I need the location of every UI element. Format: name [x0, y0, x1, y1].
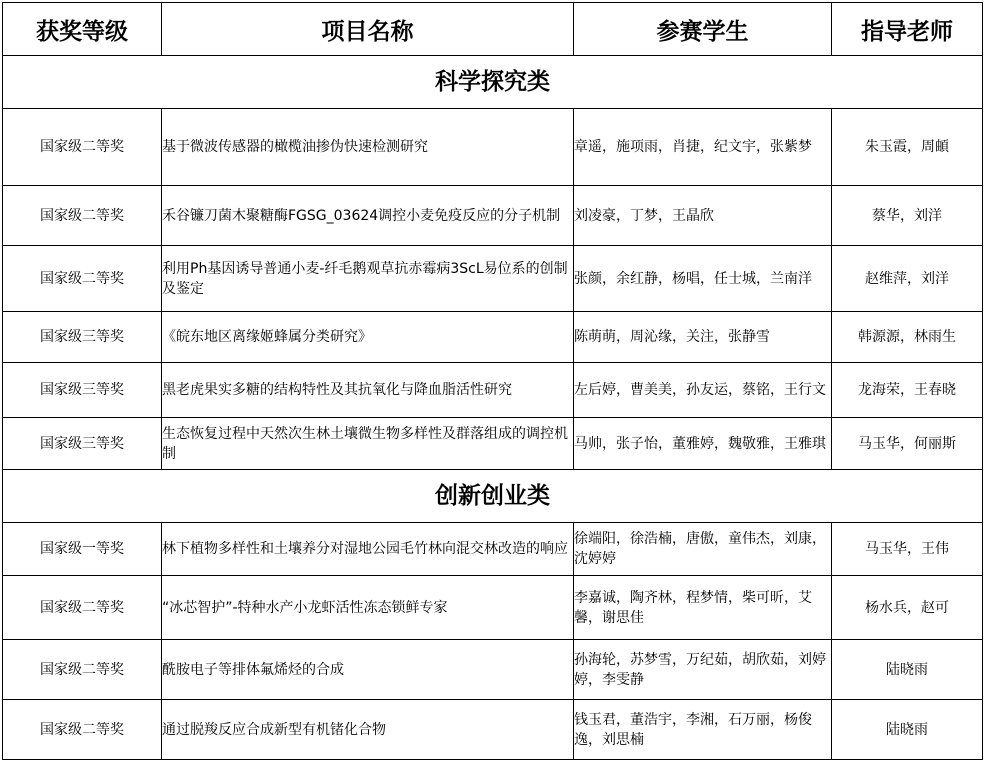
award-grade: 国家级三等奖: [3, 363, 162, 418]
student-names: 李嘉诚，陶齐林，程梦情，柴可昕，艾馨，谢思佳: [574, 576, 832, 640]
advisor-names: 陆晓雨: [832, 640, 983, 700]
table-row: [3, 700, 983, 760]
award-grade: 国家级三等奖: [3, 312, 162, 363]
project-name: 生态恢复过程中天然次生林土壤微生物多样性及群落组成的调控机制: [162, 418, 574, 470]
project-name: “冰芯智护”-特种水产小龙虾活性冻态锁鲜专家: [162, 576, 574, 640]
award-grade: 国家级二等奖: [3, 246, 162, 312]
project-name: 酰胺电子等排体氟烯烃的合成: [162, 640, 574, 700]
advisor-names: 陆晓雨: [832, 700, 983, 760]
project-name: 《皖东地区离缘姬蜂属分类研究》: [162, 312, 574, 363]
advisor-names: 马玉华，王伟: [832, 523, 983, 576]
award-grade: 国家级二等奖: [3, 186, 162, 246]
project-name: 林下植物多样性和土壤养分对湿地公园毛竹林向混交林改造的响应: [162, 523, 574, 576]
award-grade: 国家级二等奖: [3, 109, 162, 186]
award-grade: 国家级二等奖: [3, 640, 162, 700]
student-names: 钱玉君，董浩宇，李湘，石万丽，杨俊逸，刘思楠: [574, 700, 832, 760]
advisor-names: 杨水兵，赵可: [832, 576, 983, 640]
advisor-names: 马玉华，何丽斯: [832, 418, 983, 470]
project-name: 基于微波传感器的橄榄油掺伪快速检测研究: [162, 109, 574, 186]
student-names: 章遥，施项雨，肖捷，纪文宇，张紫梦: [574, 109, 832, 186]
section-title-innovation: 创新创业类: [3, 470, 983, 523]
table-row: [3, 418, 983, 470]
table-row: [3, 523, 983, 576]
project-name: 黑老虎果实多糖的结构特性及其抗氧化与降血脂活性研究: [162, 363, 574, 418]
project-name: 利用Ph基因诱导普通小麦-纤毛鹅观草抗赤霉病3ScL易位系的创制及鉴定: [162, 246, 574, 312]
advisor-names: 蔡华，刘洋: [832, 186, 983, 246]
table-row: [3, 109, 983, 186]
section-row: [3, 470, 983, 523]
header-grade: 获奖等级: [3, 3, 162, 56]
student-names: 徐端阳，徐浩楠，唐傲，童伟杰，刘康，沈婷婷: [574, 523, 832, 576]
award-grade: 国家级一等奖: [3, 523, 162, 576]
advisor-names: 赵维萍，刘洋: [832, 246, 983, 312]
header-project: 项目名称: [162, 3, 574, 56]
student-names: 马帅，张子怡，董雅婷，魏敬雅，王雅琪: [574, 418, 832, 470]
advisor-names: 朱玉霞，周頔: [832, 109, 983, 186]
table-row: [3, 312, 983, 363]
header-students: 参赛学生: [574, 3, 832, 56]
table-row: [3, 186, 983, 246]
award-grade: 国家级二等奖: [3, 700, 162, 760]
project-name: 禾谷镰刀菌木聚糖酶FGSG_03624调控小麦免疫反应的分子机制: [162, 186, 574, 246]
student-names: 陈萌萌，周沁缘，关注，张静雪: [574, 312, 832, 363]
section-row: [3, 56, 983, 109]
table-row: [3, 640, 983, 700]
table-row: [3, 363, 983, 418]
award-grade: 国家级二等奖: [3, 576, 162, 640]
project-name: 通过脱羧反应合成新型有机锗化合物: [162, 700, 574, 760]
table-row: [3, 246, 983, 312]
advisor-names: 韩源源，林雨生: [832, 312, 983, 363]
advisor-names: 龙海荣，王春晓: [832, 363, 983, 418]
awards-table: [2, 2, 983, 760]
header-teachers: 指导老师: [832, 3, 983, 56]
award-grade: 国家级三等奖: [3, 418, 162, 470]
student-names: 孙海轮，苏梦雪，万纪茹，胡欣茹，刘婷婷，李雯静: [574, 640, 832, 700]
student-names: 刘凌豪，丁梦，王晶欣: [574, 186, 832, 246]
table-row: [3, 576, 983, 640]
student-names: 左后婷，曹美美，孙友运，蔡铭，王行文: [574, 363, 832, 418]
student-names: 张颜，余红静，杨唱，任士城，兰南洋: [574, 246, 832, 312]
section-title-science: 科学探究类: [3, 56, 983, 109]
header-row: [3, 3, 983, 56]
